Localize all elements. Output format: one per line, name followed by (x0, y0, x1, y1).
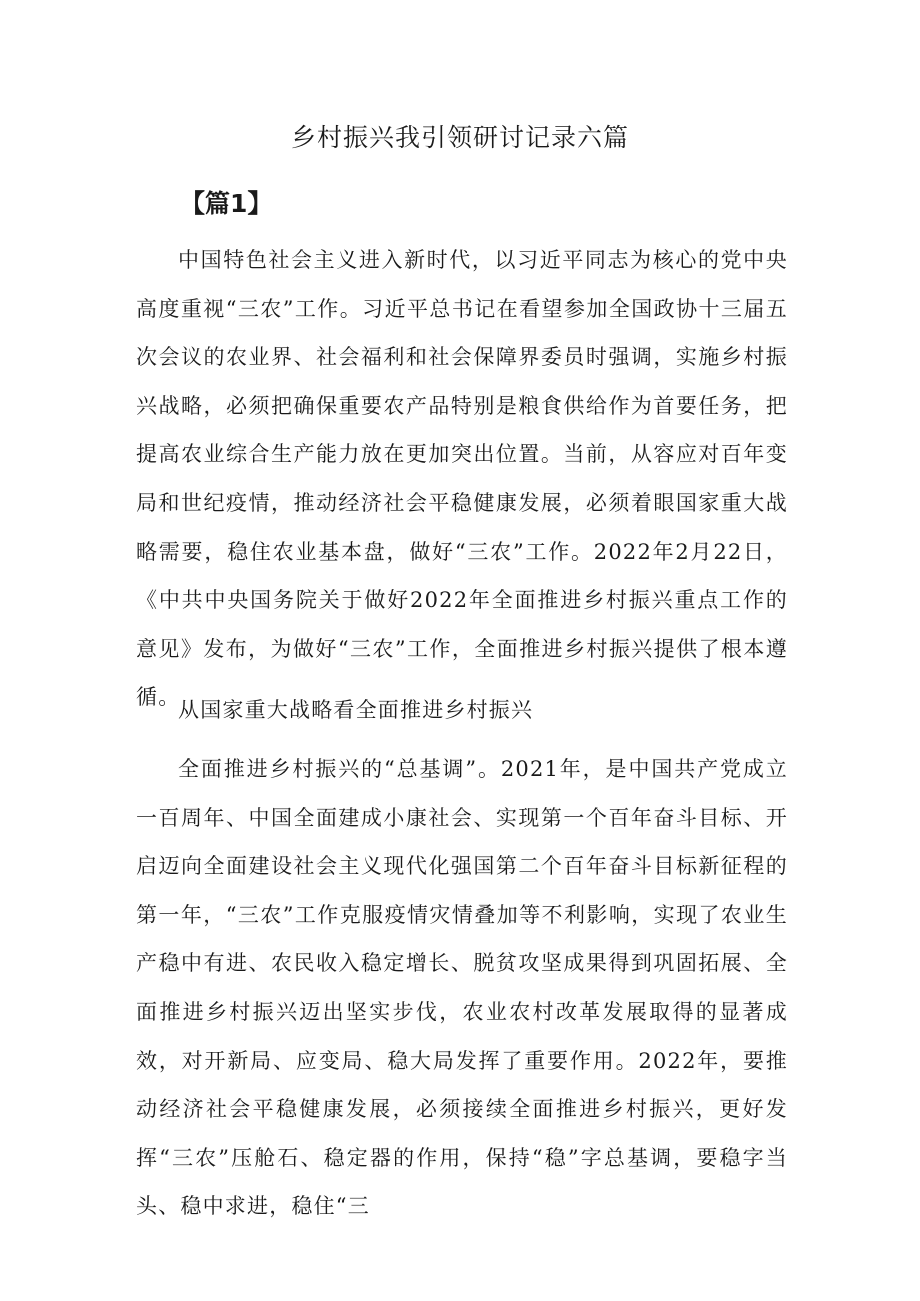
paragraph-subheading: 从国家重大战略看全面推进乡村振兴 (178, 698, 534, 722)
document-title: 乡村振兴我引领研讨记录六篇 (290, 123, 629, 152)
paragraph-intro: 中国特色社会主义进入新时代，以习近平同志为核心的党中央高度重视“三农”工作。习近平总书记在看望参加全国政协十三届五次会议的农业界、社会福利和社会保障界委员时强调，实施乡村振兴战略，必须把确保重要农产品特别是粮食供给作为首要任务，把提高农业综合生产能力放在更加突出位置。当前，从容应对百年变局和世纪疫情，推动经济社会平稳健康发展，必须着眼国家重大战略需要，稳住农业基本盘，做好“三农”工作。2022年2月22日，《中共中央国务院关于做好2022年全面推进乡村振兴重点工作的意见》发布，为做好“三农”工作，全面推进乡村振兴提供了根本遵循。 (136, 248, 788, 710)
paragraph-keynote: 全面推进乡村振兴的“总基调”。2021年，是中国共产党成立一百周年、中国全面建成小康社会、实现第一个百年奋斗目标、开启迈向全面建设社会主义现代化强国第二个百年奋斗目标新征程的第一年，“三农”工作克服疫情灾情叠加等不利影响，实现了农业生产稳中有进、农民收入稳定增长、脱贫攻坚成果得到巩固拓展、全面推进乡村振兴迈出坚实步伐，农业农村改革发展取得的显著成效，对开新局、应变局、稳大局发挥了重要作用。2022年，要推动经济社会平稳健康发展，必须接续全面推进乡村振兴，更好发挥“三农”压舱石、稳定器的作用，保持“稳”字总基调，要稳字当头、稳中求进，稳住“三 (136, 757, 788, 1219)
section-heading: 【篇1】 (180, 189, 273, 218)
